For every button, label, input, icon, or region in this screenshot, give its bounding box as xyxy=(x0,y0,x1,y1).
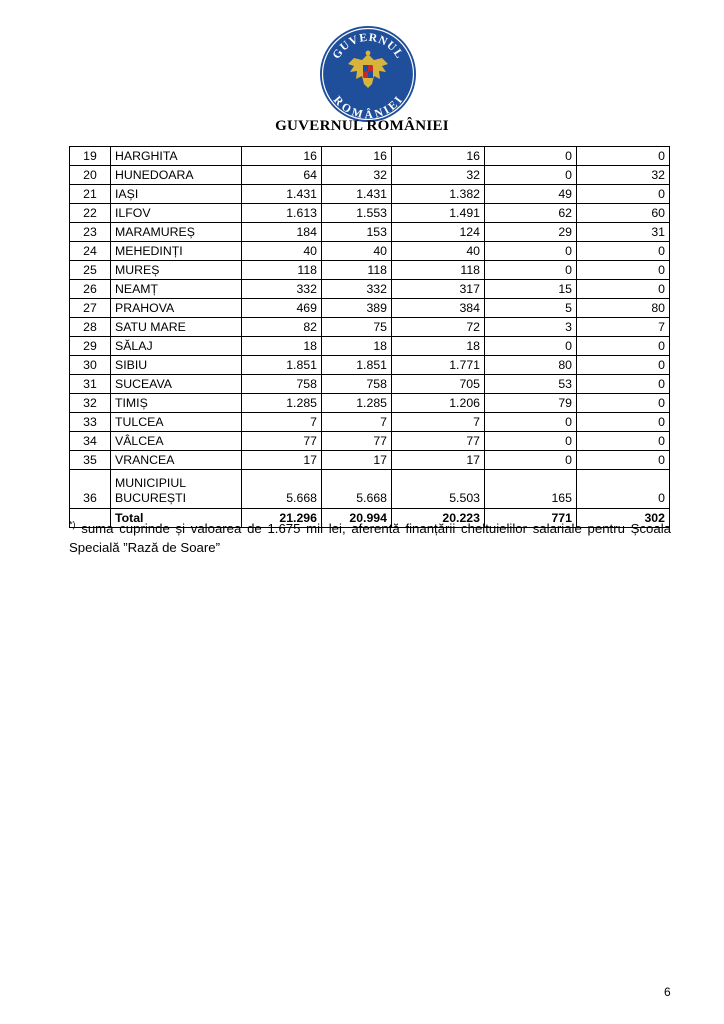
value-col-5-cell: 0 xyxy=(577,185,670,204)
row-number-cell: 23 xyxy=(70,223,111,242)
table-row xyxy=(70,375,670,394)
value-col-1-cell: 16 xyxy=(242,147,322,166)
value-col-4-cell: 29 xyxy=(485,223,577,242)
value-col-2-cell: 75 xyxy=(322,318,392,337)
row-number-cell: 29 xyxy=(70,337,111,356)
table-row xyxy=(70,166,670,185)
table-row xyxy=(70,394,670,413)
value-col-3-cell: 124 xyxy=(392,223,485,242)
table-row xyxy=(70,337,670,356)
value-col-2-cell: 758 xyxy=(322,375,392,394)
row-number-cell: 20 xyxy=(70,166,111,185)
value-col-3-cell: 118 xyxy=(392,261,485,280)
value-col-3-cell: 1.491 xyxy=(392,204,485,223)
row-number-cell: 26 xyxy=(70,280,111,299)
value-col-1-cell: 184 xyxy=(242,223,322,242)
value-col-2-cell: 1.431 xyxy=(322,185,392,204)
value-col-5-cell: 0 xyxy=(577,280,670,299)
value-col-2-cell: 332 xyxy=(322,280,392,299)
value-col-2-cell: 118 xyxy=(322,261,392,280)
footnote xyxy=(69,519,671,557)
row-number-cell: 21 xyxy=(70,185,111,204)
county-name-cell: TULCEA xyxy=(111,413,242,432)
value-col-1-cell: 758 xyxy=(242,375,322,394)
county-name-cell: MUREȘ xyxy=(111,261,242,280)
value-col-1-cell: 77 xyxy=(242,432,322,451)
value-col-5-cell: 0 xyxy=(577,432,670,451)
table-row xyxy=(70,261,670,280)
value-col-3-cell: 72 xyxy=(392,318,485,337)
value-col-3-cell: 16 xyxy=(392,147,485,166)
value-col-3-cell: 20.223 xyxy=(392,509,485,528)
table-row xyxy=(70,242,670,261)
table-row xyxy=(70,147,670,166)
county-name-cell: HARGHITA xyxy=(111,147,242,166)
value-col-2-cell: 5.668 xyxy=(322,470,392,509)
table-row xyxy=(70,185,670,204)
value-col-2-cell: 40 xyxy=(322,242,392,261)
row-number-cell: 25 xyxy=(70,261,111,280)
value-col-5-cell: 0 xyxy=(577,375,670,394)
value-col-4-cell: 80 xyxy=(485,356,577,375)
value-col-1-cell: 17 xyxy=(242,451,322,470)
value-col-4-cell: 0 xyxy=(485,166,577,185)
svg-text:GUVERNUL: GUVERNUL xyxy=(330,31,406,62)
value-col-2-cell: 18 xyxy=(322,337,392,356)
value-col-4-cell: 49 xyxy=(485,185,577,204)
row-number-cell: 30 xyxy=(70,356,111,375)
row-number-cell: 22 xyxy=(70,204,111,223)
county-name-cell: ILFOV xyxy=(111,204,242,223)
value-col-1-cell: 21.296 xyxy=(242,509,322,528)
value-col-1-cell: 118 xyxy=(242,261,322,280)
value-col-5-cell: 0 xyxy=(577,337,670,356)
value-col-3-cell: 1.206 xyxy=(392,394,485,413)
value-col-2-cell: 1.851 xyxy=(322,356,392,375)
county-name-cell: TIMIȘ xyxy=(111,394,242,413)
value-col-5-cell: 302 xyxy=(577,509,670,528)
value-col-3-cell: 317 xyxy=(392,280,485,299)
table-row xyxy=(70,223,670,242)
government-title: GUVERNUL ROMÂNIEI xyxy=(275,118,449,134)
value-col-2-cell: 389 xyxy=(322,299,392,318)
value-col-3-cell: 7 xyxy=(392,413,485,432)
value-col-4-cell: 0 xyxy=(485,337,577,356)
county-name-cell: NEAMȚ xyxy=(111,280,242,299)
value-col-2-cell: 17 xyxy=(322,451,392,470)
value-col-3-cell: 5.503 xyxy=(392,470,485,509)
county-name-cell: SATU MARE xyxy=(111,318,242,337)
row-number-cell: 35 xyxy=(70,451,111,470)
table-row xyxy=(70,204,670,223)
page-number: 6 xyxy=(664,985,671,999)
county-name-cell: HUNEDOARA xyxy=(111,166,242,185)
value-col-5-cell: 0 xyxy=(577,413,670,432)
row-number-cell: 19 xyxy=(70,147,111,166)
table-row xyxy=(70,432,670,451)
table-body xyxy=(70,147,670,528)
county-name-cell: SIBIU xyxy=(111,356,242,375)
budget-table xyxy=(69,146,670,528)
row-number-cell: 34 xyxy=(70,432,111,451)
value-col-1-cell: 332 xyxy=(242,280,322,299)
value-col-4-cell: 5 xyxy=(485,299,577,318)
value-col-1-cell: 1.613 xyxy=(242,204,322,223)
value-col-4-cell: 0 xyxy=(485,451,577,470)
value-col-1-cell: 18 xyxy=(242,337,322,356)
value-col-3-cell: 705 xyxy=(392,375,485,394)
value-col-3-cell: 1.382 xyxy=(392,185,485,204)
value-col-1-cell: 5.668 xyxy=(242,470,322,509)
value-col-4-cell: 771 xyxy=(485,509,577,528)
county-name-cell: VRANCEA xyxy=(111,451,242,470)
value-col-4-cell: 53 xyxy=(485,375,577,394)
value-col-3-cell: 1.771 xyxy=(392,356,485,375)
footnote-marker: *) xyxy=(69,519,76,530)
value-col-1-cell: 1.431 xyxy=(242,185,322,204)
value-col-2-cell: 1.553 xyxy=(322,204,392,223)
value-col-5-cell: 0 xyxy=(577,261,670,280)
table-row xyxy=(70,413,670,432)
value-col-1-cell: 1.851 xyxy=(242,356,322,375)
value-col-2-cell: 20.994 xyxy=(322,509,392,528)
table-row xyxy=(70,356,670,375)
value-col-4-cell: 0 xyxy=(485,242,577,261)
table-row xyxy=(70,451,670,470)
value-col-4-cell: 165 xyxy=(485,470,577,509)
value-col-4-cell: 0 xyxy=(485,147,577,166)
table-row xyxy=(70,470,670,509)
value-col-5-cell: 60 xyxy=(577,204,670,223)
row-number-cell: 28 xyxy=(70,318,111,337)
value-col-4-cell: 0 xyxy=(485,432,577,451)
value-col-1-cell: 469 xyxy=(242,299,322,318)
value-col-3-cell: 18 xyxy=(392,337,485,356)
value-col-2-cell: 32 xyxy=(322,166,392,185)
value-col-4-cell: 15 xyxy=(485,280,577,299)
value-col-1-cell: 82 xyxy=(242,318,322,337)
value-col-1-cell: 40 xyxy=(242,242,322,261)
county-name-cell: MARAMUREȘ xyxy=(111,223,242,242)
value-col-5-cell: 31 xyxy=(577,223,670,242)
value-col-3-cell: 77 xyxy=(392,432,485,451)
value-col-4-cell: 3 xyxy=(485,318,577,337)
value-col-5-cell: 0 xyxy=(577,394,670,413)
value-col-4-cell: 0 xyxy=(485,413,577,432)
value-col-3-cell: 384 xyxy=(392,299,485,318)
value-col-2-cell: 153 xyxy=(322,223,392,242)
row-number-cell: 36 xyxy=(70,470,111,509)
value-col-4-cell: 62 xyxy=(485,204,577,223)
row-number-cell: 31 xyxy=(70,375,111,394)
svg-text:ROMÂNIEI: ROMÂNIEI xyxy=(330,94,406,122)
value-col-1-cell: 1.285 xyxy=(242,394,322,413)
value-col-5-cell: 7 xyxy=(577,318,670,337)
value-col-5-cell: 0 xyxy=(577,451,670,470)
value-col-5-cell: 0 xyxy=(577,356,670,375)
value-col-3-cell: 32 xyxy=(392,166,485,185)
county-name-cell: Total xyxy=(111,509,242,528)
value-col-1-cell: 64 xyxy=(242,166,322,185)
value-col-5-cell: 32 xyxy=(577,166,670,185)
row-number-cell: 33 xyxy=(70,413,111,432)
county-name-cell: SUCEAVA xyxy=(111,375,242,394)
value-col-4-cell: 79 xyxy=(485,394,577,413)
value-col-3-cell: 17 xyxy=(392,451,485,470)
row-number-cell: 27 xyxy=(70,299,111,318)
county-name-cell: MEHEDINȚI xyxy=(111,242,242,261)
value-col-5-cell: 0 xyxy=(577,242,670,261)
table-row xyxy=(70,318,670,337)
value-col-2-cell: 16 xyxy=(322,147,392,166)
value-col-3-cell: 40 xyxy=(392,242,485,261)
government-seal-logo xyxy=(318,24,418,124)
value-col-5-cell: 0 xyxy=(577,147,670,166)
county-name-cell: IAȘI xyxy=(111,185,242,204)
county-name-cell: SĂLAJ xyxy=(111,337,242,356)
county-name-cell: PRAHOVA xyxy=(111,299,242,318)
table-row xyxy=(70,299,670,318)
value-col-4-cell: 0 xyxy=(485,261,577,280)
value-col-1-cell: 7 xyxy=(242,413,322,432)
value-col-5-cell: 0 xyxy=(577,470,670,509)
county-name-cell: MUNICIPIUL BUCUREȘTI xyxy=(111,470,242,509)
value-col-5-cell: 80 xyxy=(577,299,670,318)
footnote-text: suma cuprinde și valoarea de 1.675 mii lei, aferentă finanțării cheltuielilor salariale pentru Școala Specială ”Rază de Soare” xyxy=(69,521,671,555)
value-col-2-cell: 1.285 xyxy=(322,394,392,413)
value-col-2-cell: 77 xyxy=(322,432,392,451)
row-number-cell: 24 xyxy=(70,242,111,261)
county-name-cell: VÂLCEA xyxy=(111,432,242,451)
row-number-cell: 32 xyxy=(70,394,111,413)
table-row xyxy=(70,280,670,299)
value-col-2-cell: 7 xyxy=(322,413,392,432)
